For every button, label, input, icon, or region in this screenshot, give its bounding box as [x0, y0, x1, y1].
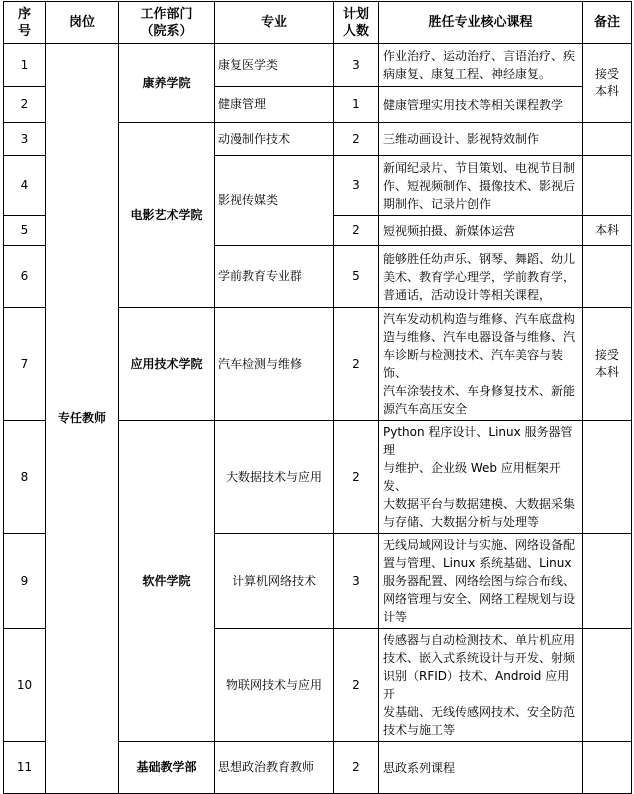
count-cell: 2 — [334, 308, 379, 421]
dept-kangyang: 康养学院 — [119, 44, 215, 123]
header-remark: 备注 — [583, 2, 632, 44]
courses-cell: 能够胜任幼声乐、钢琴、舞蹈、幼儿 美术、教育学心理学，学前教育学， 普通话，活动设计等相关课程， — [379, 246, 583, 308]
courses-cell: 新闻纪录片、节目策划、电视节目制 作、短视频制作、摄像技术、影视后 期制作、记录片创作 — [379, 156, 583, 216]
dept-software: 软件学院 — [119, 421, 215, 742]
seq-cell: 7 — [4, 308, 46, 421]
count-cell: 2 — [334, 629, 379, 742]
courses-cell: 无线局域网设计与实施、网络设备配 置与管理、Linux 系统基础、Linux 服务器配置、网络绘图与综合布线、 网络管理与安全、网络工程规划与设 计等 — [379, 534, 583, 629]
table-row — [4, 44, 632, 87]
dept-applied: 应用技术学院 — [119, 308, 215, 421]
count-cell: 2 — [334, 123, 379, 156]
major-cell: 健康管理 — [215, 87, 334, 123]
courses-cell: 思政系列课程 — [379, 742, 583, 794]
seq-cell: 10 — [4, 629, 46, 742]
courses-cell: Python 程序设计、Linux 服务器管理 与维护、企业级 Web 应用框架开发、 大数据平台与数据建模、大数据采集 与存储、大数据分析与处理等 — [379, 421, 583, 534]
courses-cell: 传感器与自动检测技术、单片机应用 技术、嵌入式系统设计与开发、射频 识别（RFID）技术、Android 应用开 发基础、无线传感网技术、安全防范 技术与施工等 — [379, 629, 583, 742]
courses-cell: 汽车发动机构造与维修、汽车底盘构 造与维修、汽车电器设备与维修、汽 车诊断与检测技术、汽车美容与装饰、 汽车涂装技术、车身修复技术、新能 源汽车高压安全 — [379, 308, 583, 421]
count-cell: 2 — [334, 742, 379, 794]
recruitment-table — [3, 1, 632, 794]
count-cell: 2 — [334, 421, 379, 534]
major-cell: 物联网技术与应用 — [215, 629, 334, 742]
courses-cell: 短视频拍摄、新媒体运营 — [379, 216, 583, 246]
count-cell: 1 — [334, 87, 379, 123]
remark-cell — [583, 246, 632, 308]
header-seq: 序 号 — [4, 2, 46, 44]
seq-cell: 8 — [4, 421, 46, 534]
courses-cell: 作业治疗、运动治疗、言语治疗、疾 病康复、康复工程、神经康复。 — [379, 44, 583, 87]
remark-cell: 接受 本科 — [583, 308, 632, 421]
header-plan: 计划 人数 — [334, 2, 379, 44]
seq-cell: 4 — [4, 156, 46, 216]
remark-cell: 接受 本科 — [583, 44, 632, 123]
position-cell: 专任教师 — [46, 44, 119, 794]
remark-cell — [583, 123, 632, 156]
header-courses: 胜任专业核心课程 — [379, 2, 583, 44]
count-cell: 3 — [334, 534, 379, 629]
remark-cell — [583, 742, 632, 794]
seq-cell: 5 — [4, 216, 46, 246]
count-cell: 5 — [334, 246, 379, 308]
remark-cell — [583, 421, 632, 534]
header-major: 专业 — [215, 2, 334, 44]
remark-cell — [583, 156, 632, 216]
count-cell: 3 — [334, 156, 379, 216]
seq-cell: 9 — [4, 534, 46, 629]
count-cell: 2 — [334, 216, 379, 246]
header-row — [4, 2, 632, 44]
seq-cell: 2 — [4, 87, 46, 123]
seq-cell: 3 — [4, 123, 46, 156]
remark-cell: 本科 — [583, 216, 632, 246]
major-cell: 康复医学类 — [215, 44, 334, 87]
major-cell: 思想政治教育教师 — [215, 742, 334, 794]
dept-basic: 基础教学部 — [119, 742, 215, 794]
dept-film: 电影艺术学院 — [119, 123, 215, 308]
header-position: 岗位 — [46, 2, 119, 44]
major-cell: 大数据技术与应用 — [215, 421, 334, 534]
count-cell: 3 — [334, 44, 379, 87]
major-cell: 影视传媒类 — [215, 156, 334, 246]
seq-cell: 1 — [4, 44, 46, 87]
seq-cell: 11 — [4, 742, 46, 794]
major-cell: 学前教育专业群 — [215, 246, 334, 308]
seq-cell: 6 — [4, 246, 46, 308]
header-dept: 工作部门 （院系） — [119, 2, 215, 44]
courses-cell: 三维动画设计、影视特效制作 — [379, 123, 583, 156]
remark-cell — [583, 629, 632, 742]
major-cell: 计算机网络技术 — [215, 534, 334, 629]
remark-cell — [583, 534, 632, 629]
major-cell: 汽车检测与维修 — [215, 308, 334, 421]
major-cell: 动漫制作技术 — [215, 123, 334, 156]
courses-cell: 健康管理实用技术等相关课程教学 — [379, 87, 583, 123]
